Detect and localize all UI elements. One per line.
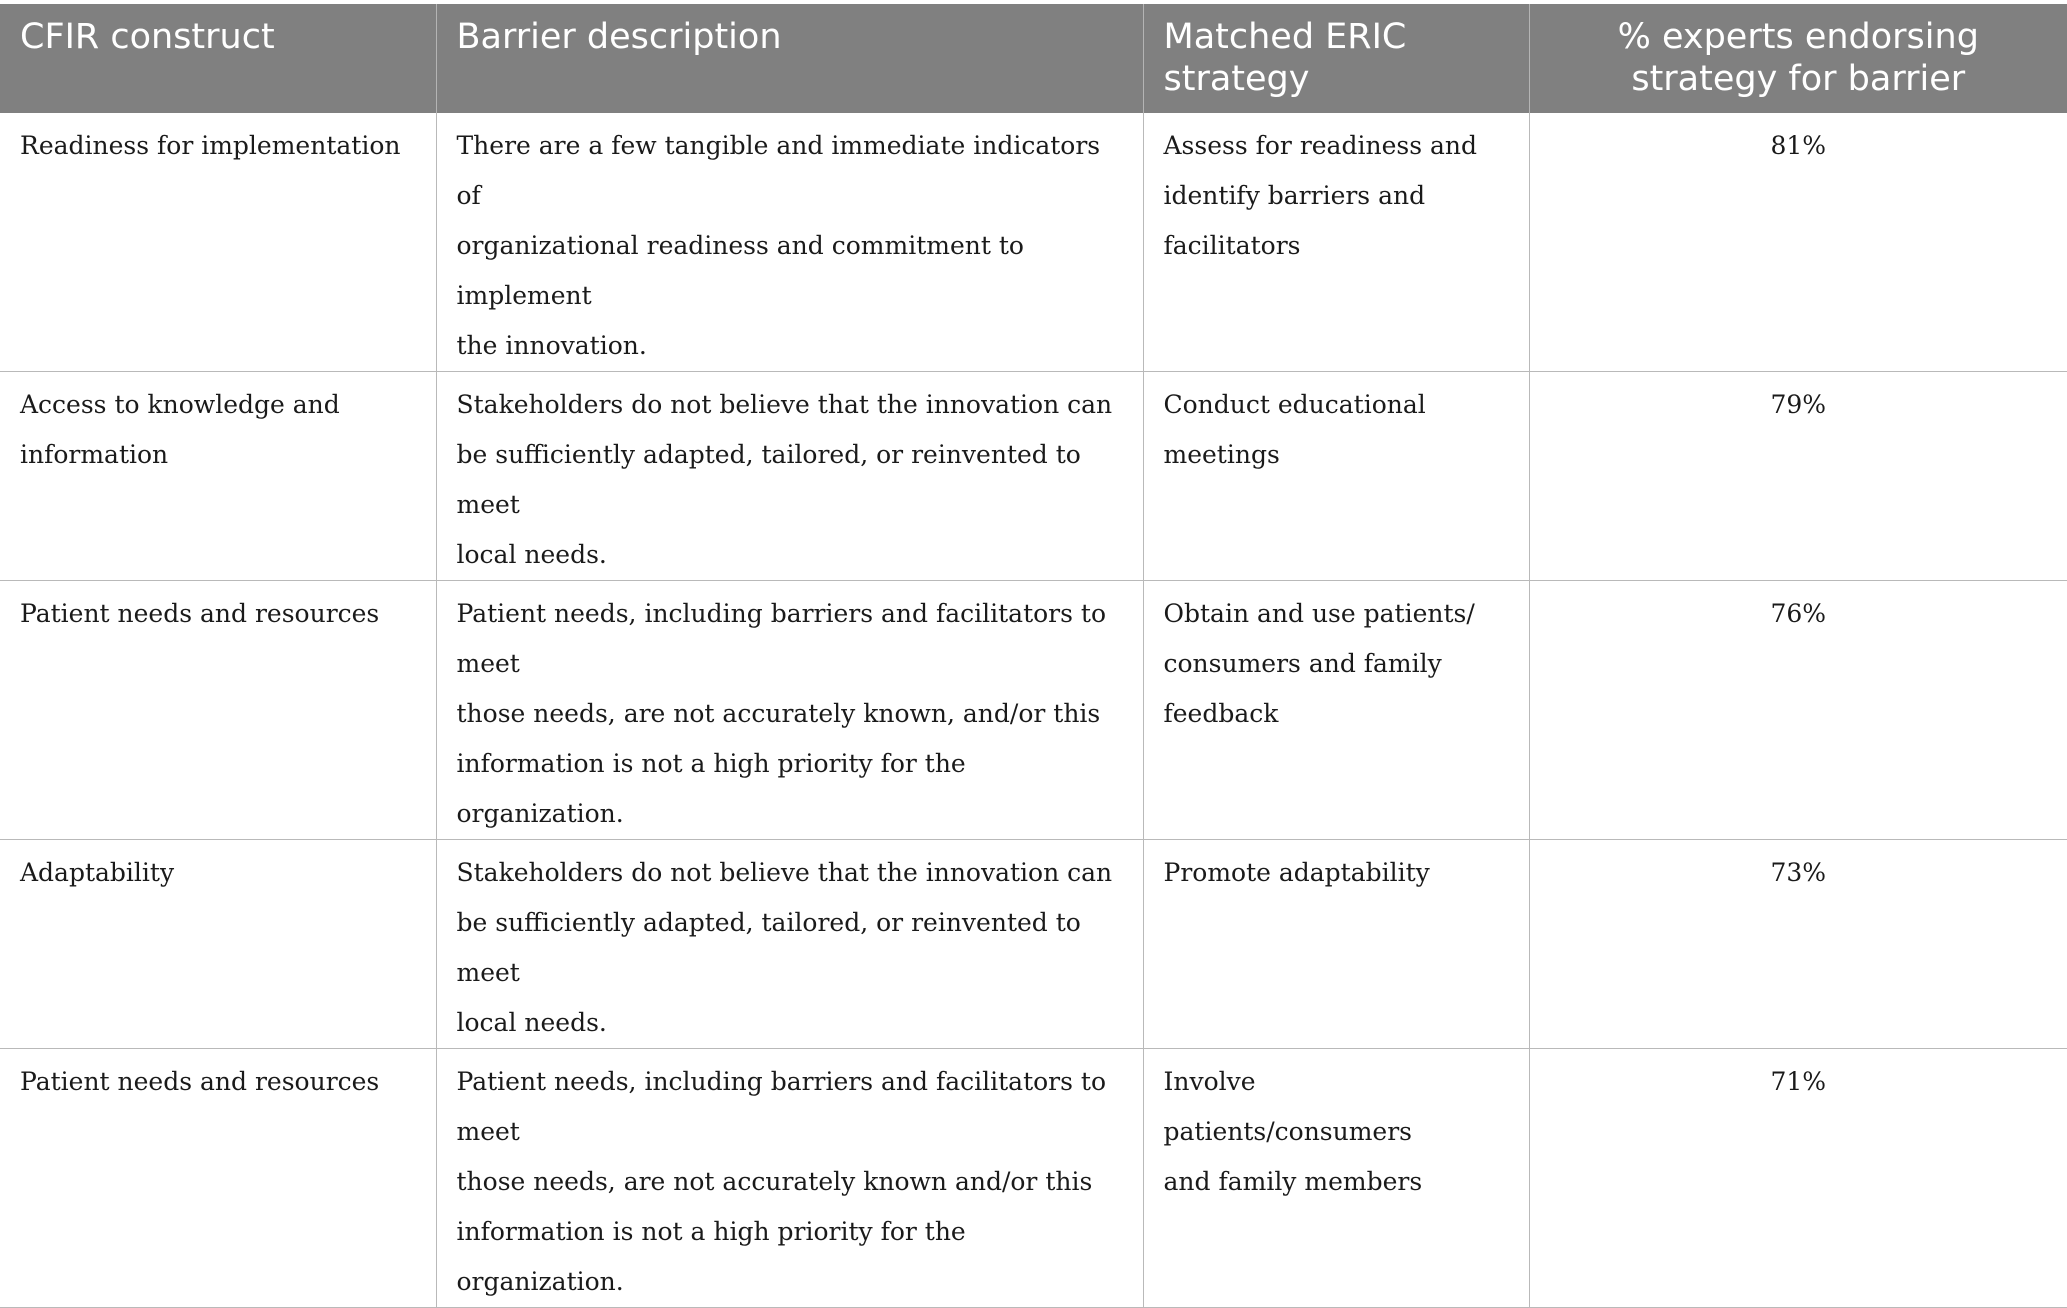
- cell-eric-strategy: Involve patients/consumers and family members: [1143, 1049, 1529, 1308]
- table-row: [0, 1049, 2067, 1308]
- cell-percent-endorsing: 79%: [1529, 372, 2067, 581]
- cell-barrier-description: There are a few tangible and immediate indicators of organizational readiness and commitment to implement the innovation.: [436, 113, 1143, 372]
- cell-cfir-construct: Access to knowledge and information: [0, 372, 436, 581]
- table-body: [0, 113, 2067, 1308]
- header-matched-eric-strategy: Matched ERIC strategy: [1143, 4, 1529, 113]
- cell-barrier-description: Patient needs, including barriers and facilitators to meet those needs, are not accurately known and/or this information is not a high priority for the organization.: [436, 1049, 1143, 1308]
- table-row: [0, 581, 2067, 840]
- cell-cfir-construct: Patient needs and resources: [0, 581, 436, 840]
- cell-cfir-construct: Adaptability: [0, 840, 436, 1049]
- cell-percent-endorsing: 76%: [1529, 581, 2067, 840]
- header-row: [0, 4, 2067, 113]
- cell-eric-strategy: Promote adaptability: [1143, 840, 1529, 1049]
- cell-barrier-description: Stakeholders do not believe that the innovation can be sufficiently adapted, tailored, or reinvented to meet local needs.: [436, 372, 1143, 581]
- table-header: [0, 4, 2067, 113]
- cfir-eric-table: [0, 4, 2067, 1308]
- header-percent-experts-endorsing: % experts endorsing strategy for barrier: [1529, 4, 2067, 113]
- cell-percent-endorsing: 73%: [1529, 840, 2067, 1049]
- cell-percent-endorsing: 71%: [1529, 1049, 2067, 1308]
- header-cfir-construct: CFIR construct: [20, 17, 275, 57]
- cell-cfir-construct: Patient needs and resources: [0, 1049, 436, 1308]
- table-row: [0, 372, 2067, 581]
- cell-percent-endorsing: 81%: [1529, 113, 2067, 372]
- table-row: [0, 113, 2067, 372]
- table-row: [0, 840, 2067, 1049]
- header-barrier-description: Barrier description: [436, 4, 1143, 113]
- cell-barrier-description: Stakeholders do not believe that the innovation can be sufficiently adapted, tailored, or reinvented to meet local needs.: [436, 840, 1143, 1049]
- cell-cfir-construct: Readiness for implementation: [0, 113, 436, 372]
- cell-eric-strategy: Obtain and use patients/ consumers and family feedback: [1143, 581, 1529, 840]
- cell-eric-strategy: Conduct educational meetings: [1143, 372, 1529, 581]
- cell-barrier-description: Patient needs, including barriers and facilitators to meet those needs, are not accurately known, and/or this information is not a high priority for the organization.: [436, 581, 1143, 840]
- cell-eric-strategy: Assess for readiness and identify barriers and facilitators: [1143, 113, 1529, 372]
